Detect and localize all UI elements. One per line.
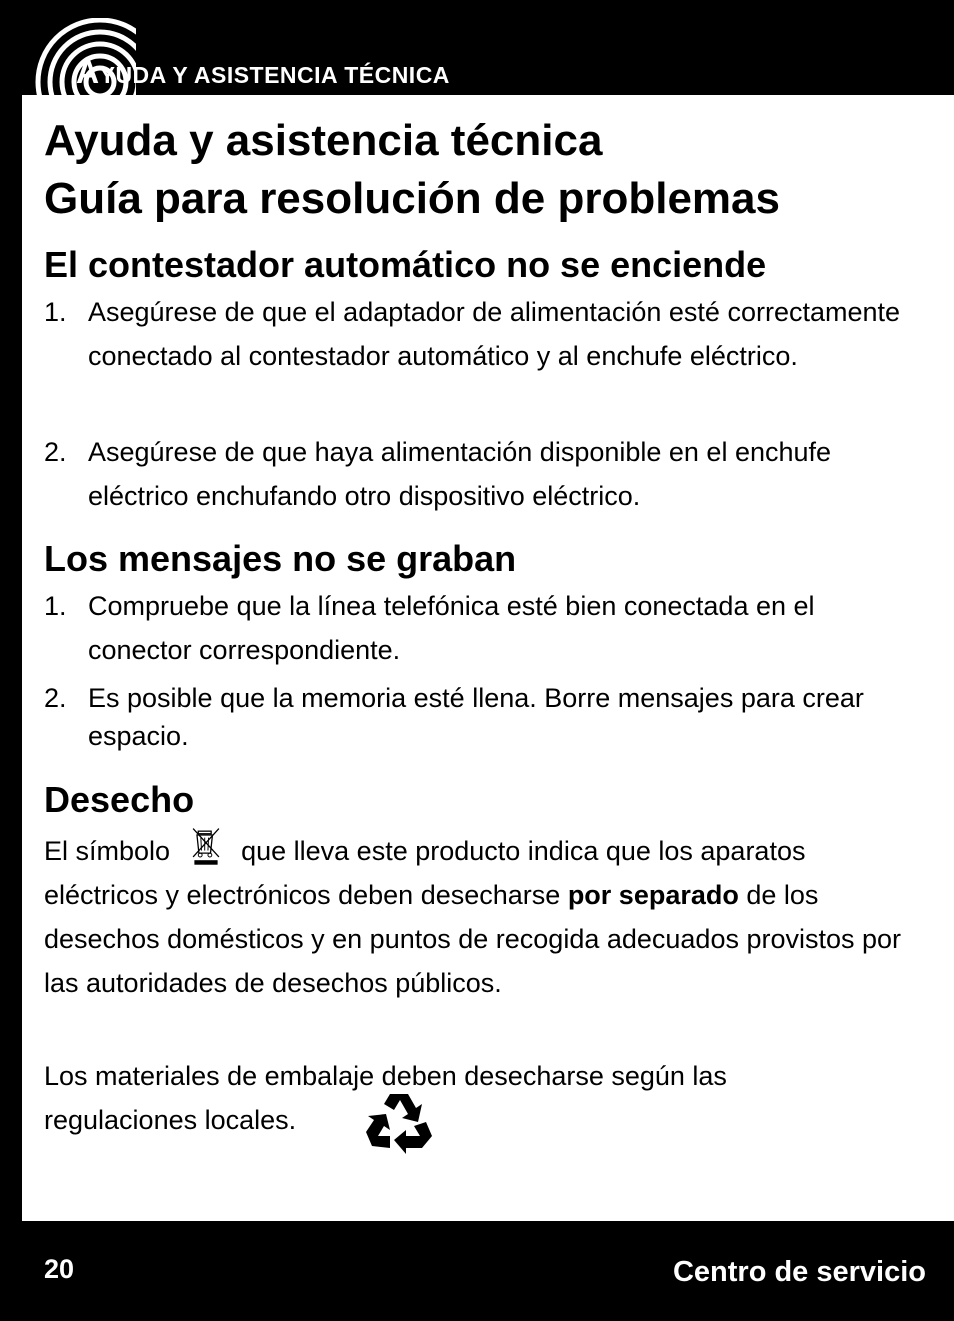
list-item-text: Compruebe que la línea telefónica esté bien conectada en el conector correspondiente. [88,591,815,665]
page-title-line2: Guía para resolución de problemas [44,174,780,223]
section-heading-messages: Los mensajes no se graban [44,538,517,579]
running-header-initial: A [76,54,100,90]
disposal-text-bold: por separado [567,880,739,910]
disposal-text-start: El símbolo [44,836,171,866]
list-item-number: 2. [44,437,67,467]
list-item [44,290,914,378]
crossed-out-wheelie-bin-icon [182,826,230,866]
list-item [44,679,914,755]
running-header [76,54,450,91]
page-title-line1: Ayuda y asistencia técnica [44,116,603,165]
section-heading-power: El contestador automático no se enciende [44,244,767,285]
list-item [44,430,914,518]
list-item-number: 2. [44,683,67,713]
list-item [44,584,914,672]
page-title [44,112,780,228]
footer-section-label: Centro de servicio [672,1256,926,1288]
disposal-text-end: de los desechos domésticos y en puntos de recogida adecuados provistos por las autoridades de desechos públicos. [44,880,902,998]
list-item-text: Asegúrese de que haya alimentación disponible en el enchufe eléctrico enchufando otro dispositivo eléctrico. [88,437,832,511]
disposal-text-middle: que lleva este producto indica que los aparatos eléctricos y electrónicos deben desecharse [44,836,806,910]
packaging-paragraph: Los materiales de embalaje deben desecharse según las regulaciones locales. [44,1061,727,1135]
section-heading-disposal: Desecho [44,779,195,820]
running-header-rest: YUDA Y ASISTENCIA TÉCNICA [99,62,450,88]
list-item-text: Es posible que la memoria esté llena. Borre mensajes para crear espacio. [88,683,864,751]
page-number: 20 [44,1254,75,1284]
recycle-icon [364,1090,434,1156]
disposal-paragraph [44,826,924,1005]
list-item-text: Asegúrese de que el adaptador de alimentación esté correctamente conectado al contestador automático y al enchufe eléctrico. [88,297,901,371]
list-item-number: 1. [44,297,67,327]
list-item-number: 1. [44,591,67,621]
